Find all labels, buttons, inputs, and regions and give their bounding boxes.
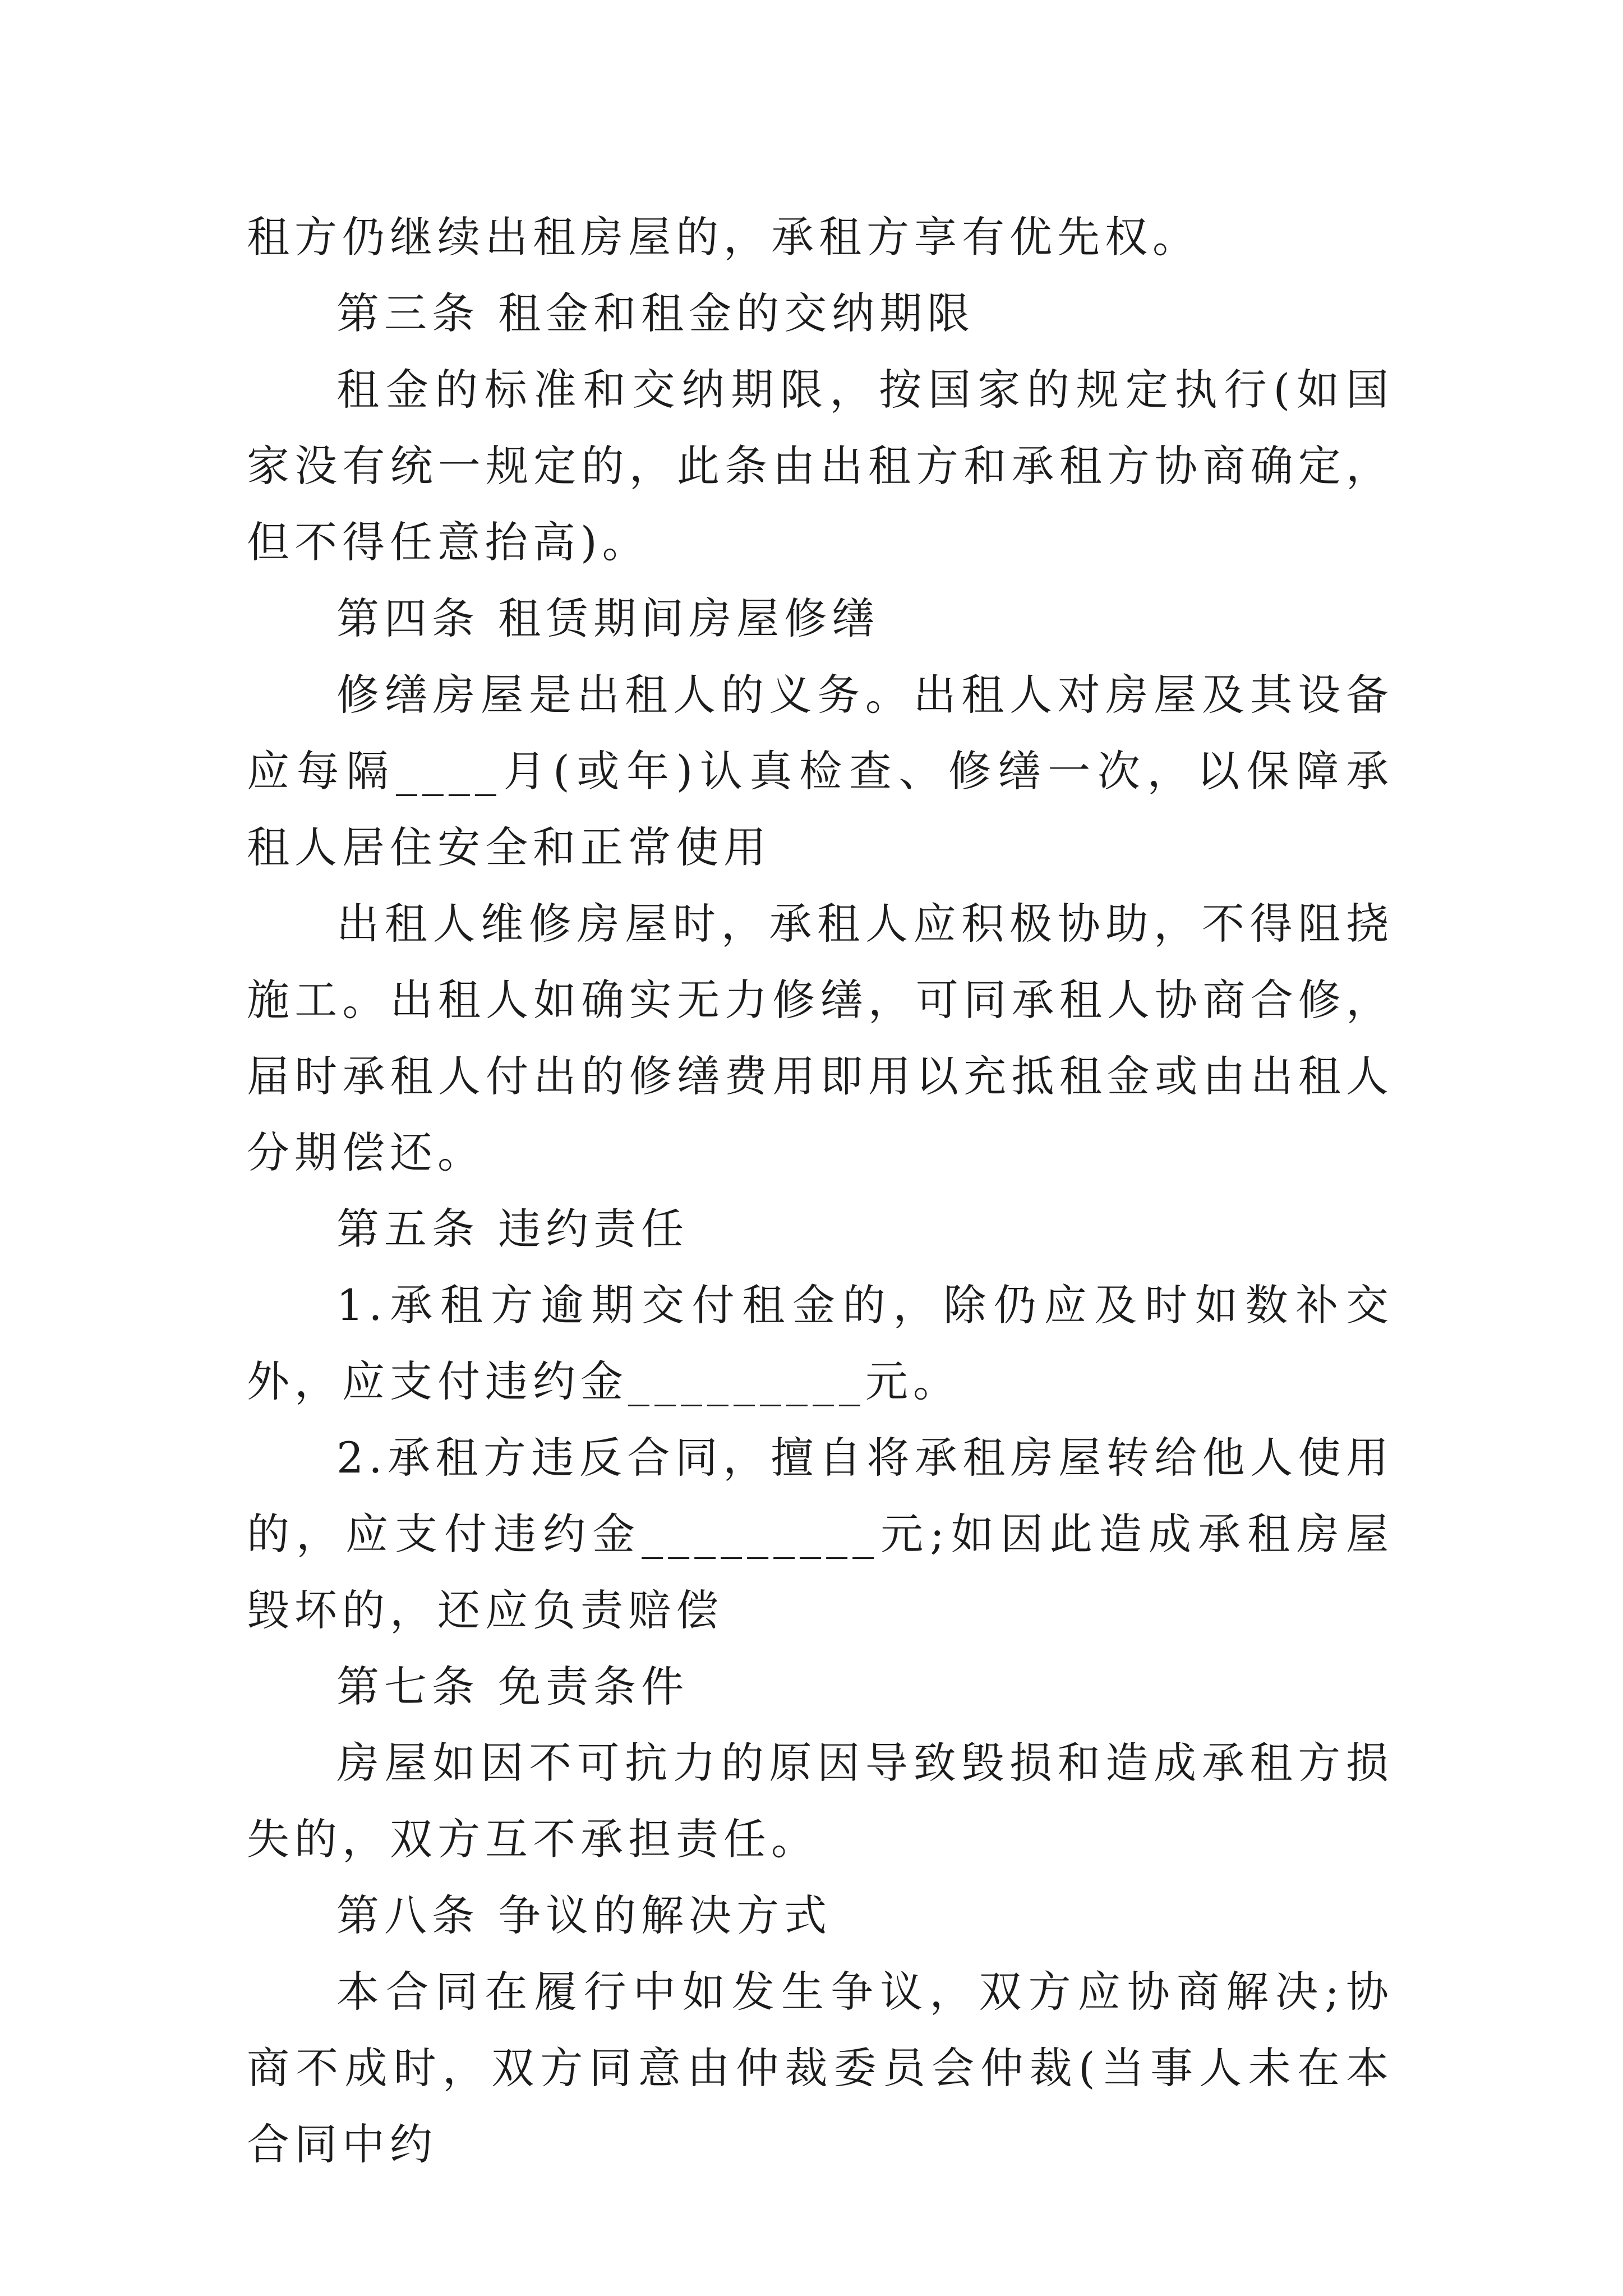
paragraph-late-payment-penalty: 1.承租方逾期交付租金的，除仍应及时如数补交外，应支付违约金_________元。: [247, 1280, 1394, 1406]
article-7-heading: 第七条 免责条件: [336, 1662, 689, 1711]
document-body: [247, 199, 1394, 2183]
paragraph-repair-duty: 修缮房屋是出租人的义务。出租人对房屋及其设备应每隔____月(或年)认真检查、修缮一次，以保障承租人居住安全和正常使用: [247, 670, 1394, 872]
article-4-heading: 第四条 租赁期间房屋修缮: [336, 593, 880, 643]
paragraph-dispute-resolution: 本合同在履行中如发生争议，双方应协商解决;协商不成时，双方同意由仲裁委员会仲裁(当事人未在本合同中约: [247, 1967, 1394, 2169]
paragraph-sublease-penalty: 2.承租方违反合同，擅自将承租房屋转给他人使用的，应支付违约金_________元;如因此造成承租房屋毁坏的，还应负责赔偿: [247, 1433, 1394, 1635]
article-8-heading: 第八条 争议的解决方式: [336, 1890, 832, 1940]
paragraph-priority-right: 租方仍继续出租房屋的，承租方享有优先权。: [247, 212, 1200, 262]
paragraph-rent-standard: 租金的标准和交纳期限，按国家的规定执行(如国家没有统一规定的，此条由出租方和承租方协商确定，但不得任意抬高)。: [247, 365, 1394, 567]
article-3-heading: 第三条 租金和租金的交纳期限: [336, 288, 975, 338]
article-5-heading: 第五条 违约责任: [336, 1204, 689, 1254]
paragraph-force-majeure: 房屋如因不可抗力的原因导致毁损和造成承租方损失的，双方互不承担责任。: [247, 1738, 1394, 1864]
paragraph-repair-cooperation: 出租人维修房屋时，承租人应积极协助，不得阻挠施工。出租人如确实无力修缮，可同承租人协商合修，届时承租人付出的修缮费用即用以充抵租金或由出租人分期偿还。: [247, 899, 1394, 1177]
